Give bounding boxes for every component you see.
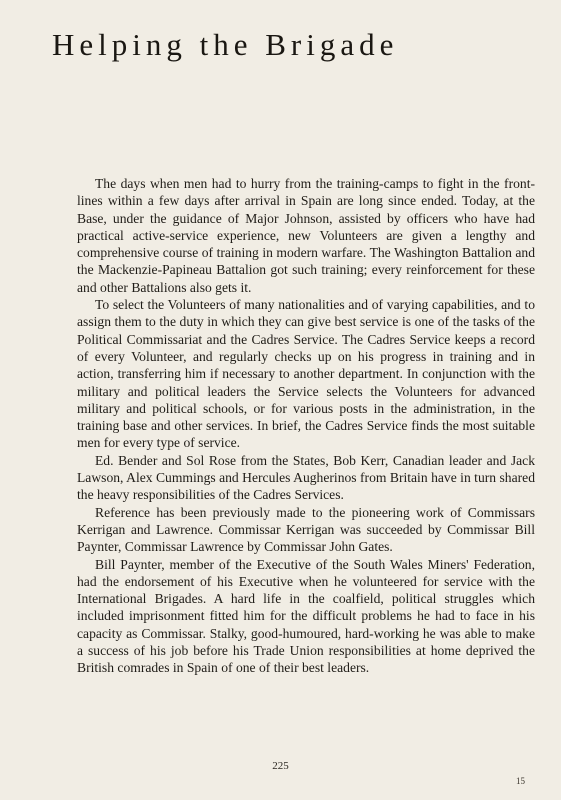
paragraph: To select the Volunteers of many nationalities and of varying capabilities, and to assign them to the duty in which they can give best service is one of the tasks of the Political Commissariat and the Cadres Service. The Cadres Service keeps a record of every Volunteer, and regularly checks up on his progress in training and in action, transferring him if necessary to another department. In conjunction with the military and political leaders the Service selects the Volunteers for advanced military and political schools, or for various posts in the administration, in the training base and other services. In brief, the Cadres Service finds the most suitable men for every type of service. xyxy=(77,297,535,451)
article-body xyxy=(77,175,535,677)
paragraph: The days when men had to hurry from the training-camps to fight in the front-lines within a few days after arrival in Spain are long since ended. Today, at the Base, under the guidance of Major Johnson, assisted by officers who have had practical active-service experience, new Volunteers are given a lengthy and comprehensive course of training in modern warfare. The Washington Battalion and the Mackenzie-Papineau Battalion got such training; every reinforcement for these and other Battalions also gets it. xyxy=(77,176,535,295)
paragraph: Reference has been previously made to the pioneering work of Commissars Kerrigan and Lawrence. Commissar Kerrigan was succeeded by Commissar Bill Paynter, Commissar Lawrence by Commissar John Gates. xyxy=(77,504,535,555)
sheet-number: 15 xyxy=(516,776,525,786)
paragraph: Ed. Bender and Sol Rose from the States, Bob Kerr, Canadian leader and Jack Lawson, Alex Cummings and Hercules Augherinos from Britain have in turn shared the heavy responsibilities of the Cadres Services. xyxy=(77,452,535,503)
paragraph: Bill Paynter, member of the Executive of the South Wales Miners' Federation, had the endorsement of his Executive when he volunteered for service with the International Brigades. A hard life in the coalfield, political struggles which included imprisonment fitted him for the difficult problems he had to face in his capacity as Commissar. Stalky, good-humoured, hard-working he was able to make a success of his job before his Trade Union responsibilities at home deprived the British comrades in Spain of one of their best leaders. xyxy=(77,556,535,676)
page-number: 225 xyxy=(272,760,289,772)
page-title: Helping the Brigade xyxy=(52,27,399,62)
